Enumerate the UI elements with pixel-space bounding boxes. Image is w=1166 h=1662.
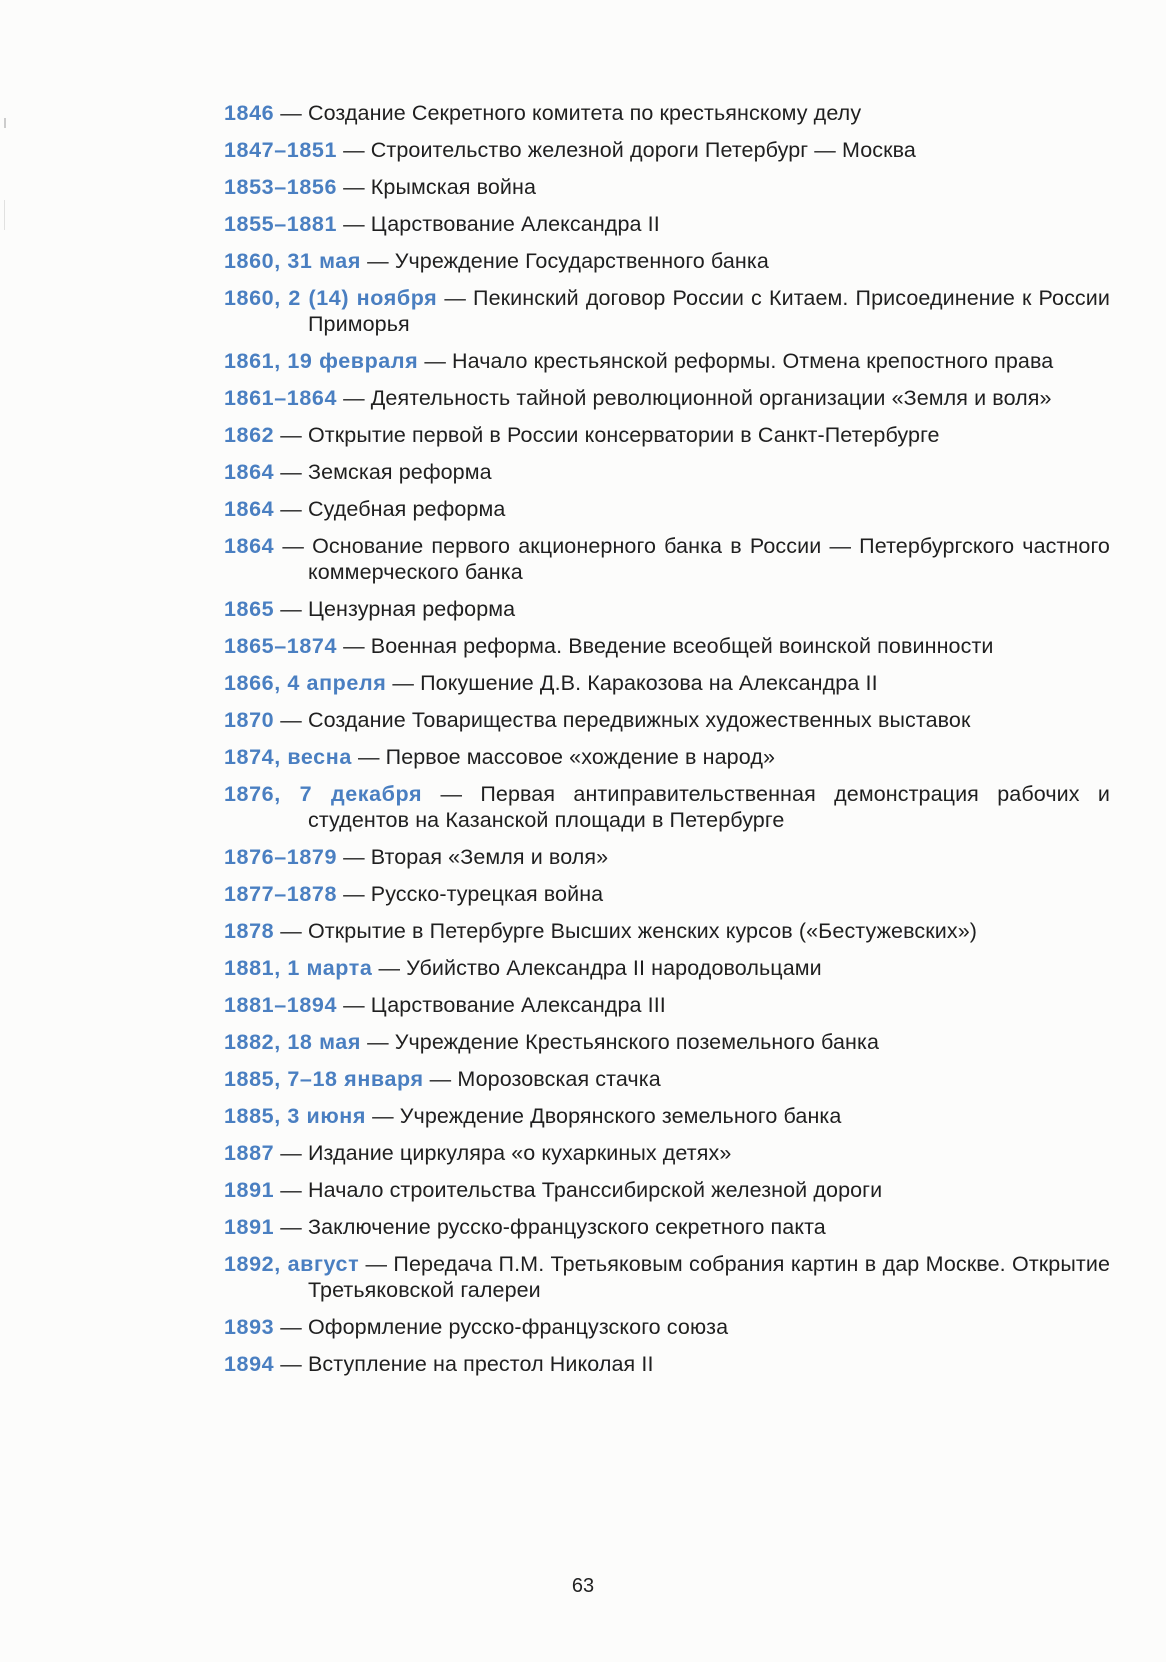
entry-text: — Крымская война (337, 175, 537, 199)
entry-text: — Заключение русско-французского секретного пакта (274, 1215, 826, 1239)
entry-text: — Пекинский договор России с Китаем. Присоединение к России Приморья (308, 286, 1110, 336)
chronology-entry (224, 596, 1110, 622)
entry-text: — Русско-турецкая война (337, 882, 604, 906)
entry-text: — Вступление на престол Николая II (274, 1352, 654, 1376)
entry-text: — Учреждение Дворянского земельного банка (366, 1104, 842, 1128)
entry-date: 1891 (224, 1215, 275, 1239)
entry-text: — Первое массовое «хождение в народ» (351, 745, 776, 769)
entry-text: — Издание циркуляра «о кухаркиных детях» (274, 1141, 732, 1165)
entry-text: — Создание Секретного комитета по крестьянскому делу (274, 101, 862, 125)
entry-text: — Морозовская стачка (423, 1067, 661, 1091)
entry-text: — Вторая «Земля и воля» (337, 845, 609, 869)
chronology-entry (224, 992, 1110, 1018)
entry-date: 1882, 18 мая (224, 1030, 361, 1054)
chronology-entry (224, 633, 1110, 659)
entry-date: 1865 (224, 597, 275, 621)
entry-date: 1866, 4 апреля (224, 671, 387, 695)
chronology-entry (224, 211, 1110, 237)
entry-date: 1864 (224, 460, 275, 484)
chronology-entry (224, 422, 1110, 448)
chronology-entry (224, 1251, 1110, 1303)
entry-text: — Передача П.М. Третьяковым собрания картин в дар Москве. Открытие Третьяковской галереи (308, 1252, 1110, 1302)
chronology-entry (224, 459, 1110, 485)
chronology-entry (224, 1103, 1110, 1129)
entry-date: 1864 (224, 497, 275, 521)
entry-text: — Убийство Александра II народовольцами (372, 956, 822, 980)
entry-date: 1885, 7–18 января (224, 1067, 424, 1091)
entry-date: 1885, 3 июня (224, 1104, 367, 1128)
entry-date: 1861, 19 февраля (224, 349, 419, 373)
entry-text: — Начало крестьянской реформы. Отмена крепостного права (418, 349, 1054, 373)
scan-artifact-mark (4, 200, 5, 230)
entry-text: — Земская реформа (274, 460, 492, 484)
entry-text: — Начало строительства Транссибирской железной дороги (274, 1178, 883, 1202)
entry-text: — Царствование Александра II (337, 212, 660, 236)
entry-text: — Первая антиправительственная демонстрация рабочих и студентов на Казанской площади в Петербурге (308, 782, 1110, 832)
entry-date: 1864 (224, 534, 275, 558)
chronology-entry (224, 918, 1110, 944)
entry-text: — Царствование Александра III (337, 993, 666, 1017)
chronology-entry (224, 1351, 1110, 1377)
entry-date: 1881, 1 марта (224, 956, 373, 980)
entry-text: — Открытие первой в России консерватории в Санкт-Петербурге (274, 423, 940, 447)
chronology-entry (224, 744, 1110, 770)
entry-text: — Создание Товарищества передвижных художественных выставок (274, 708, 971, 732)
scan-artifact-mark (4, 118, 6, 128)
entry-text: — Учреждение Крестьянского поземельного банка (361, 1030, 880, 1054)
chronology-entry (224, 533, 1110, 585)
chronology-entry (224, 1177, 1110, 1203)
entry-text: — Учреждение Государственного банка (361, 249, 769, 273)
page-number: 63 (571, 1575, 595, 1597)
chronology-entry (224, 1140, 1110, 1166)
chronology-entry (224, 385, 1110, 411)
entry-text: — Открытие в Петербурге Высших женских курсов («Бестужевских») (274, 919, 978, 943)
entry-date: 1876, 7 декабря (224, 782, 423, 806)
entry-text: — Покушение Д.В. Каракозова на Александра II (386, 671, 878, 695)
entry-text: — Цензурная реформа (274, 597, 516, 621)
chronology-entry (224, 137, 1110, 163)
entry-date: 1865–1874 (224, 634, 338, 658)
entry-date: 1861–1864 (224, 386, 338, 410)
entry-date: 1870 (224, 708, 275, 732)
chronology-entry (224, 1214, 1110, 1240)
entry-text: — Судебная реформа (274, 497, 506, 521)
entry-date: 1878 (224, 919, 275, 943)
entry-date: 1874, весна (224, 745, 352, 769)
chronology-entry (224, 844, 1110, 870)
chronology-entry (224, 1314, 1110, 1340)
chronology-entry (224, 348, 1110, 374)
chronology-entry (224, 670, 1110, 696)
entry-date: 1881–1894 (224, 993, 338, 1017)
entry-text: — Военная реформа. Введение всеобщей воинской повинности (337, 634, 994, 658)
chronology-entry (224, 707, 1110, 733)
chronology-entry (224, 1066, 1110, 1092)
chronology-entry (224, 496, 1110, 522)
entry-date: 1877–1878 (224, 882, 338, 906)
entry-date: 1887 (224, 1141, 275, 1165)
entry-date: 1846 (224, 101, 275, 125)
entry-date: 1876–1879 (224, 845, 338, 869)
entry-date: 1892, август (224, 1252, 360, 1276)
entry-date: 1862 (224, 423, 275, 447)
chronology-entry (224, 781, 1110, 833)
entry-text: — Деятельность тайной революционной организации «Земля и воля» (337, 386, 1052, 410)
entry-date: 1853–1856 (224, 175, 338, 199)
entry-text: — Оформление русско-французского союза (274, 1315, 729, 1339)
chronology-entry (224, 100, 1110, 126)
chronology-entry (224, 174, 1110, 200)
entry-date: 1860, 31 мая (224, 249, 361, 273)
entry-date: 1893 (224, 1315, 275, 1339)
chronology-entry (224, 881, 1110, 907)
entry-text: — Строительство железной дороги Петербург — Москва (337, 138, 916, 162)
chronology-entry (224, 1029, 1110, 1055)
chronology-list (224, 100, 1110, 1388)
entry-date: 1891 (224, 1178, 275, 1202)
chronology-entry (224, 248, 1110, 274)
entry-date: 1860, 2 (14) ноября (224, 286, 438, 310)
entry-text: — Основание первого акционерного банка в России — Петербургского частного коммерческого банка (274, 534, 1110, 584)
chronology-entry (224, 955, 1110, 981)
entry-date: 1847–1851 (224, 138, 338, 162)
chronology-entry (224, 285, 1110, 337)
entry-date: 1855–1881 (224, 212, 338, 236)
entry-date: 1894 (224, 1352, 275, 1376)
